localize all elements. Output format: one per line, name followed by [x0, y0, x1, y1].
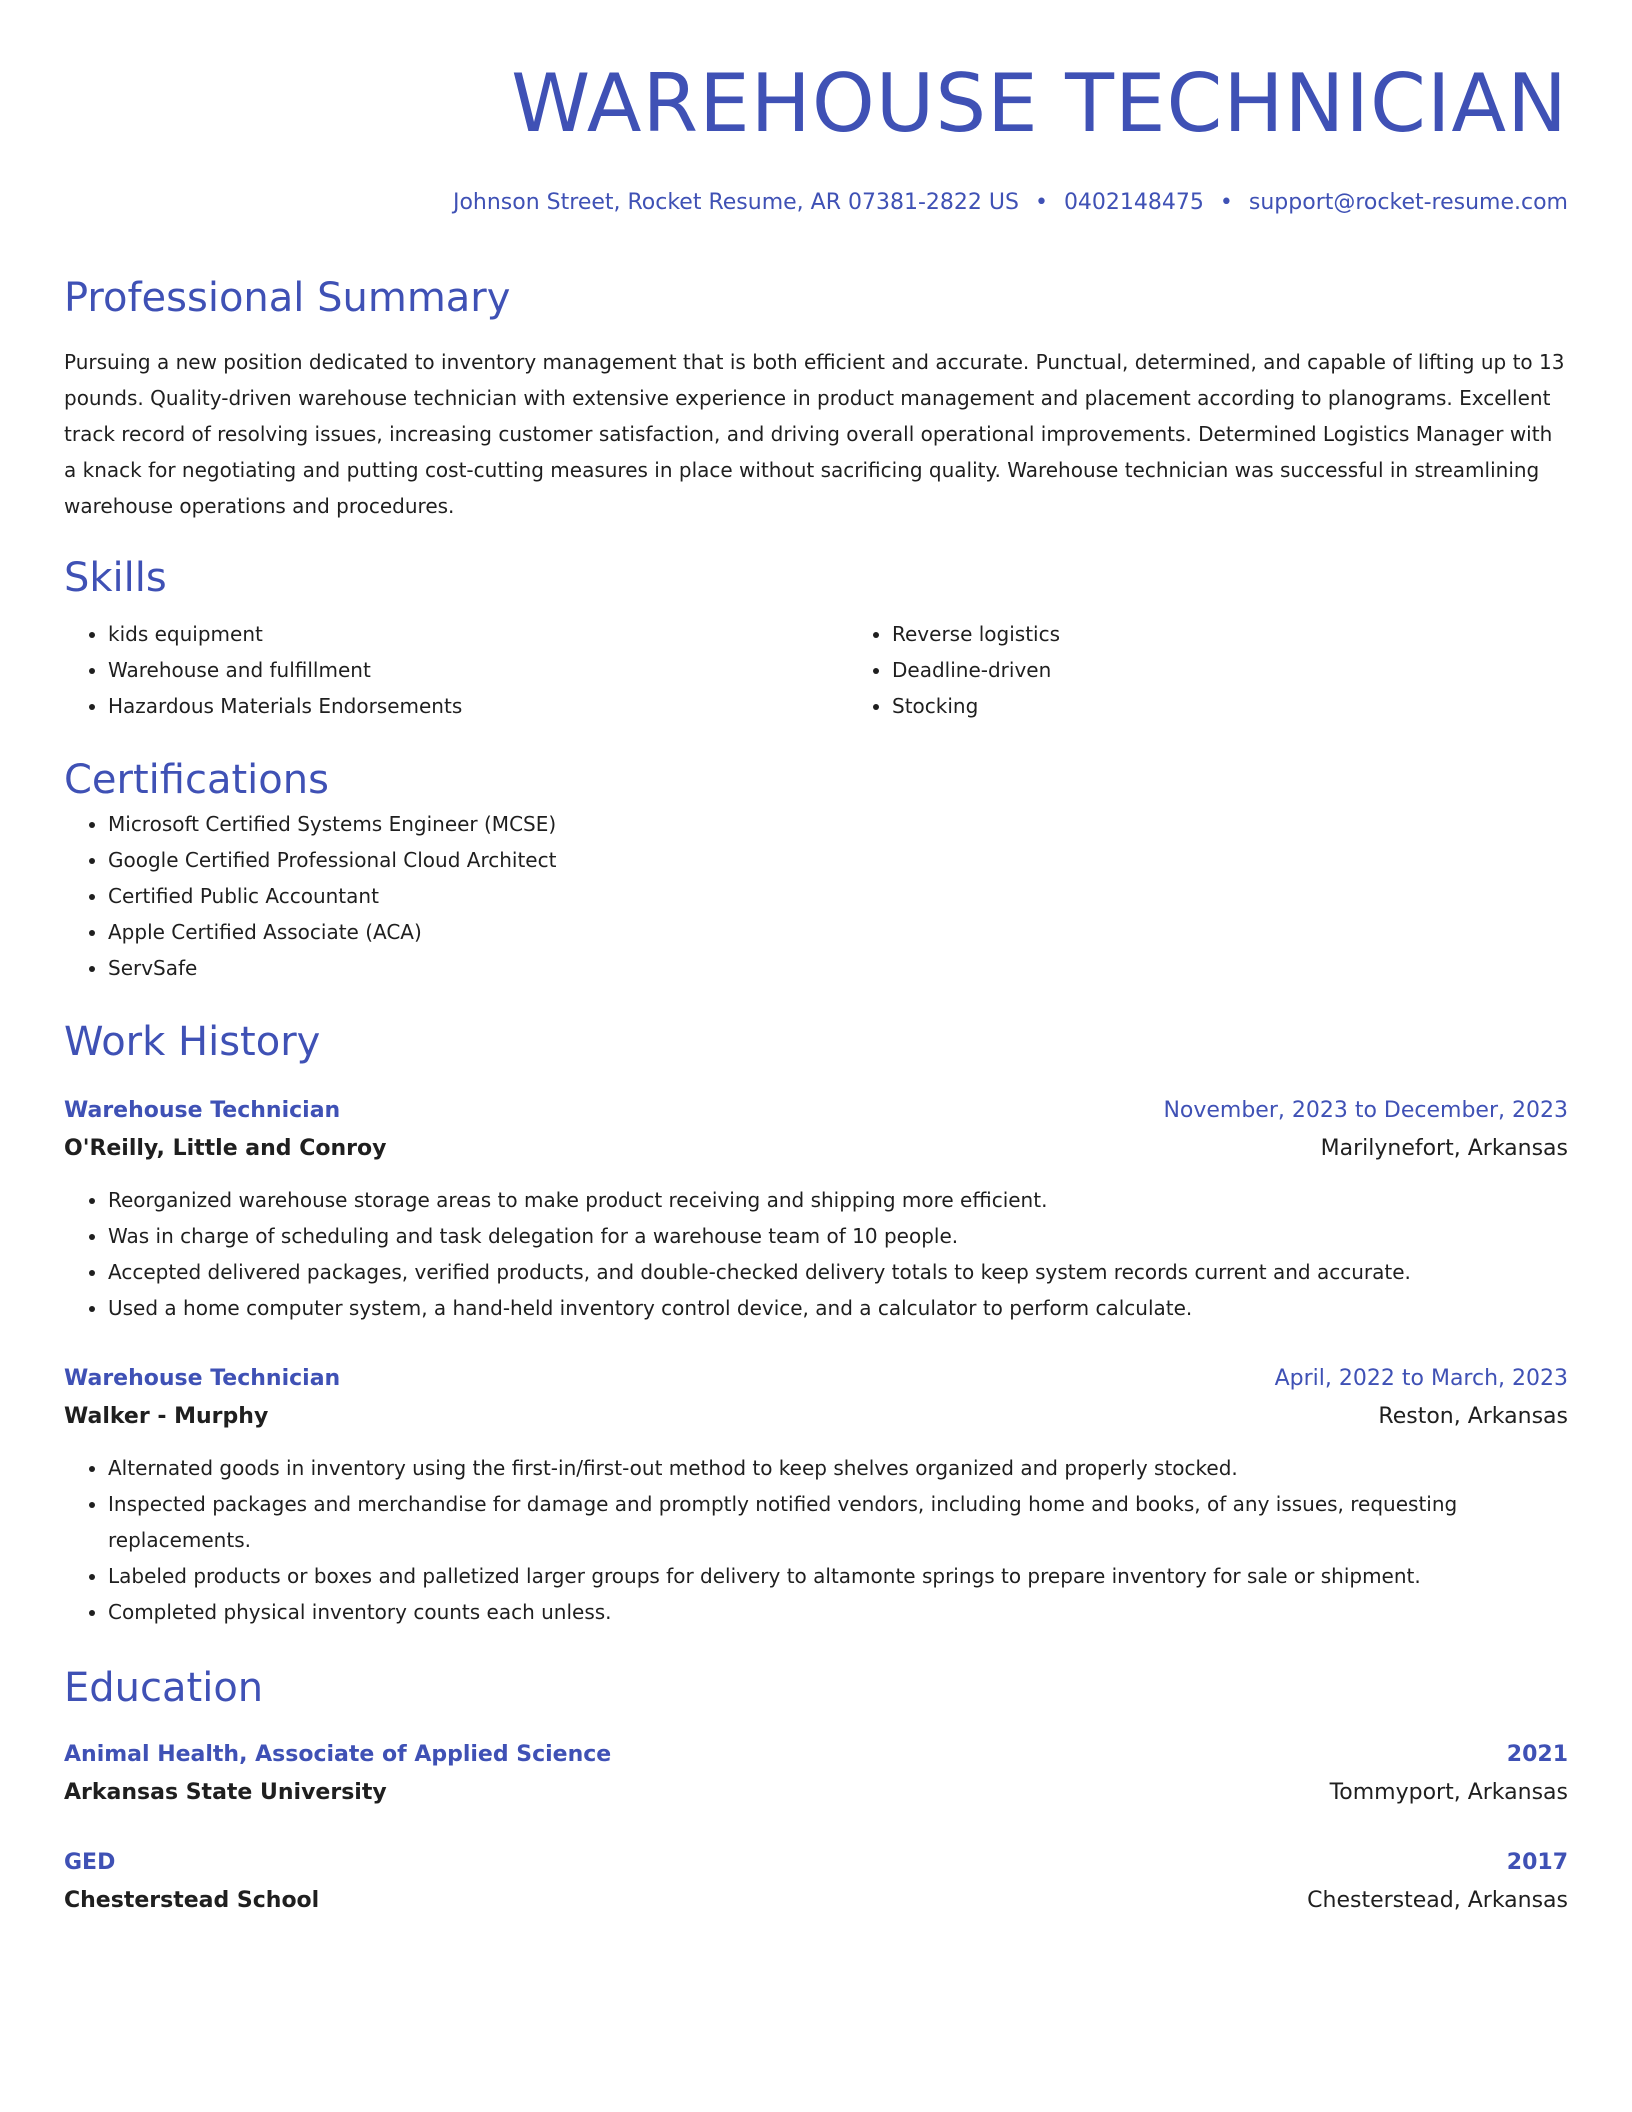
- job-title-row: [64, 1092, 1568, 1130]
- skill-item: • Hazardous Materials Endorsements: [108, 688, 848, 724]
- job-duty-item: • Was in charge of scheduling and task delegation for a warehouse team of 10 people.: [108, 1218, 1568, 1254]
- contact-line: [64, 188, 1568, 218]
- certifications-heading: Certifications: [64, 757, 329, 803]
- education-school-row: [64, 1774, 1568, 1812]
- education-degree-row: [64, 1736, 1568, 1774]
- job-location: Reston, Arkansas: [1378, 1404, 1568, 1429]
- education-year: 2017: [1506, 1850, 1568, 1875]
- skill-item: • kids equipment: [108, 616, 848, 652]
- skill-item: • Deadline-driven: [892, 652, 1568, 688]
- skill-item: • Stocking: [892, 688, 1568, 724]
- summary-heading: Professional Summary: [64, 275, 511, 321]
- education-school: Arkansas State University: [64, 1780, 387, 1805]
- education-degree: GED: [64, 1850, 116, 1875]
- contact-separator: •: [1219, 190, 1233, 215]
- certification-item: • Microsoft Certified Systems Engineer (MCSE): [108, 806, 1568, 842]
- skills-list-left: [64, 616, 848, 724]
- job-entry: [64, 1360, 1568, 1630]
- job-title: Warehouse Technician: [64, 1098, 341, 1123]
- job-title: Warehouse Technician: [64, 1366, 341, 1391]
- job-company-row: [64, 1398, 1568, 1436]
- job-dates: November, 2023 to December, 2023: [1163, 1098, 1568, 1123]
- job-duty-item: • Completed physical inventory counts each unless.: [108, 1594, 1568, 1630]
- job-duty-item: • Alternated goods in inventory using the first-in/first-out method to keep shelves organized and properly stocked.: [108, 1450, 1568, 1486]
- job-duty-item: • Inspected packages and merchandise for damage and promptly notified vendors, including home and books, of any issues, requesting replacements.: [108, 1486, 1568, 1558]
- job-duties-list: [64, 1182, 1568, 1326]
- contact-separator: •: [1034, 190, 1048, 215]
- skill-item: • Reverse logistics: [892, 616, 1568, 652]
- work-history-section: [64, 1016, 1568, 1630]
- education-heading: Education: [64, 1665, 264, 1711]
- job-duty-item: • Accepted delivered packages, verified products, and double-checked delivery totals to keep system records current and accurate.: [108, 1254, 1568, 1290]
- education-location: Tommyport, Arkansas: [1329, 1780, 1568, 1805]
- summary-text: Pursuing a new position dedicated to inventory management that is both efficient and accurate. Punctual, determined, and capable of lifting up to 13 pounds. Quality-driven warehouse technician with extensive experience in product management and placement according to planograms. Excellent track record of resolving issues, increasing customer satisfaction, and driving overall operational improvements. Determined Logistics Manager with a knack for negotiating and putting cost-cutting measures in place without sacrificing quality. Warehouse technician was successful in streamlining warehouse operations and procedures.: [64, 350, 1565, 518]
- education-section: [64, 1662, 1568, 1920]
- skills-heading: Skills: [64, 555, 167, 601]
- job-title-row: [64, 1360, 1568, 1398]
- education-entry: [64, 1736, 1568, 1812]
- education-degree-row: [64, 1844, 1568, 1882]
- education-school-row: [64, 1882, 1568, 1920]
- certifications-list: [64, 806, 1568, 986]
- resume-header: [64, 56, 1568, 218]
- job-title-heading: WAREHOUSE TECHNICIAN: [511, 57, 1568, 150]
- education-degree: Animal Health, Associate of Applied Science: [64, 1742, 612, 1767]
- certification-item: • Apple Certified Associate (ACA): [108, 914, 1568, 950]
- education-entry: [64, 1844, 1568, 1920]
- skills-grid: [64, 616, 1568, 724]
- contact-email[interactable]: support@rocket-resume.com: [1248, 190, 1568, 215]
- contact-address: Johnson Street, Rocket Resume, AR 07381-2822 US: [452, 190, 1019, 215]
- summary-section: [64, 272, 1568, 524]
- certification-item: • Google Certified Professional Cloud Architect: [108, 842, 1568, 878]
- contact-phone: 0402148475: [1063, 190, 1204, 215]
- certification-item: • ServSafe: [108, 950, 1568, 986]
- education-location: Chesterstead, Arkansas: [1307, 1888, 1568, 1913]
- skill-item: • Warehouse and fulfillment: [108, 652, 848, 688]
- education-school: Chesterstead School: [64, 1888, 320, 1913]
- job-location: Marilynefort, Arkansas: [1320, 1136, 1568, 1161]
- job-company-row: [64, 1130, 1568, 1168]
- skills-section: [64, 552, 1568, 724]
- job-company: Walker - Murphy: [64, 1404, 269, 1429]
- job-duty-item: • Reorganized warehouse storage areas to make product receiving and shipping more efficient.: [108, 1182, 1568, 1218]
- job-company: O'Reilly, Little and Conroy: [64, 1136, 387, 1161]
- job-duties-list: [64, 1450, 1568, 1630]
- work-history-heading: Work History: [64, 1019, 321, 1065]
- job-dates: April, 2022 to March, 2023: [1274, 1366, 1568, 1391]
- job-entry: [64, 1092, 1568, 1326]
- skills-list-right: [848, 616, 1568, 724]
- job-duty-item: • Used a home computer system, a hand-held inventory control device, and a calculator to perform calculate.: [108, 1290, 1568, 1326]
- job-duty-item: • Labeled products or boxes and palletized larger groups for delivery to altamonte springs to prepare inventory for sale or shipment.: [108, 1558, 1568, 1594]
- education-year: 2021: [1506, 1742, 1568, 1767]
- certifications-section: [64, 754, 1568, 986]
- certification-item: • Certified Public Accountant: [108, 878, 1568, 914]
